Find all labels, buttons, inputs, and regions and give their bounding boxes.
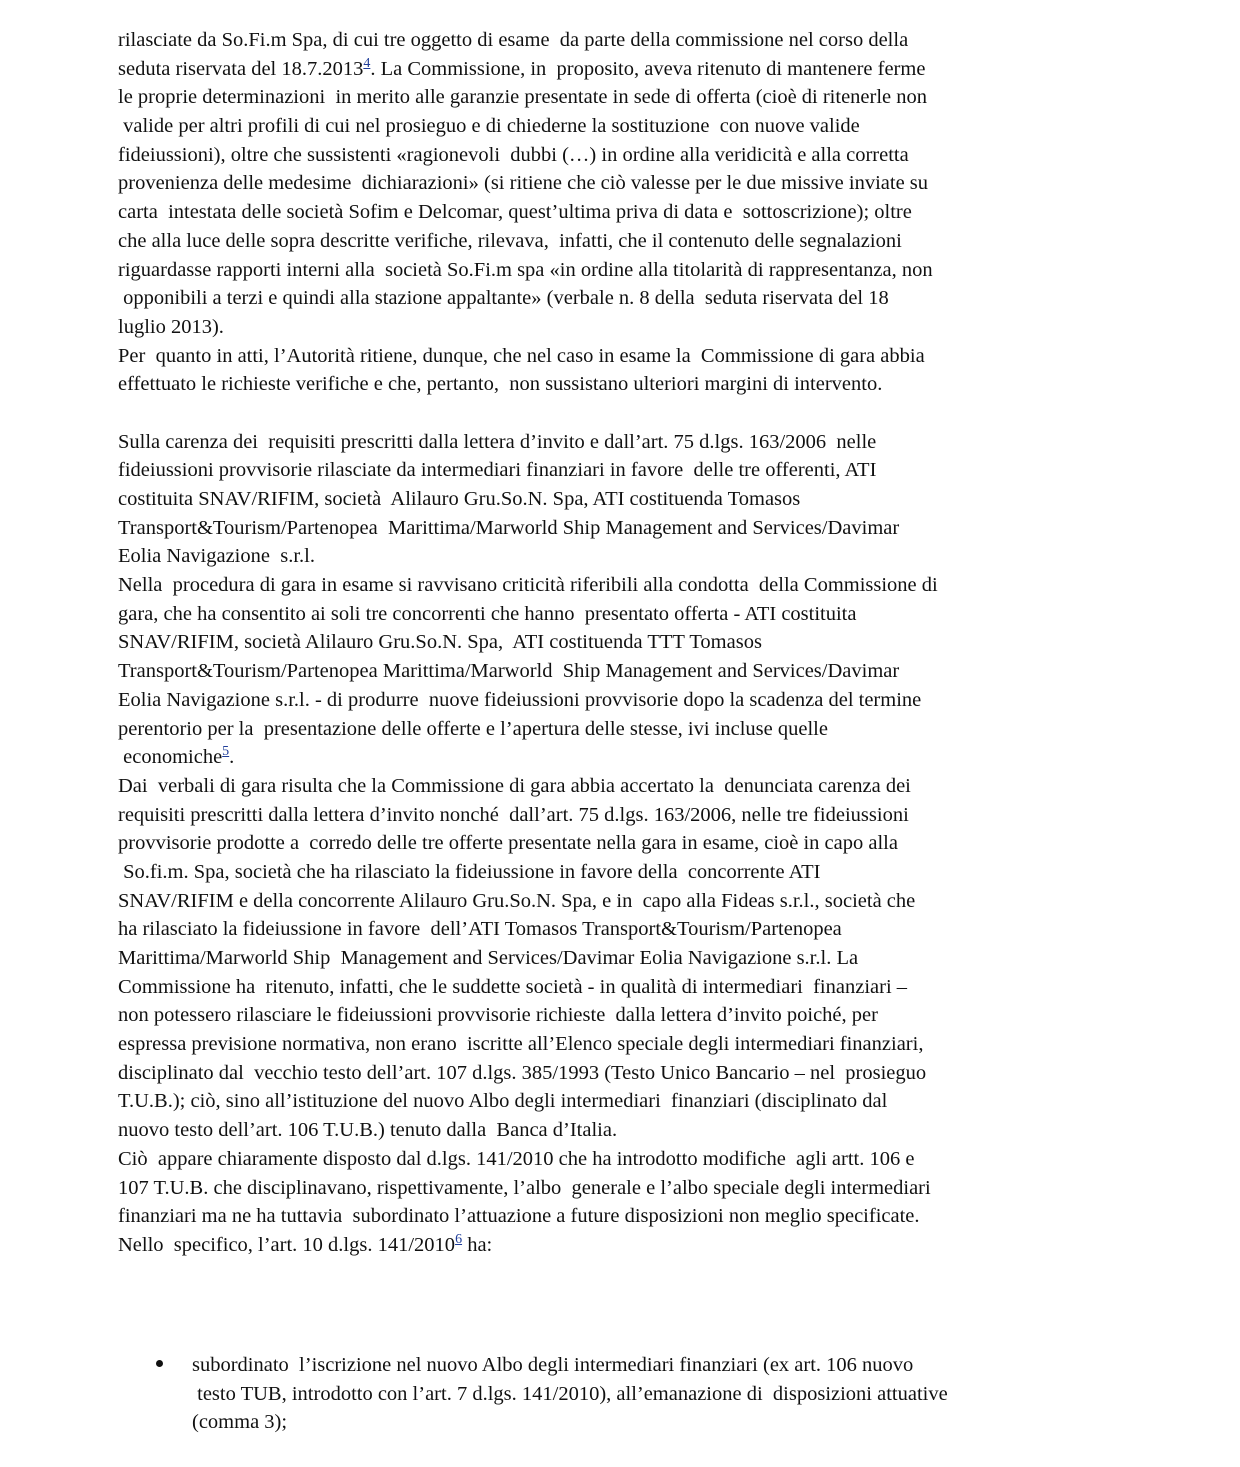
text-line: non potessero rilasciare le fideiussioni provvisorie richieste dalla lettera d’invito poiché, per: [118, 1004, 878, 1027]
text-line: Eolia Navigazione s.r.l.: [118, 545, 315, 568]
text-line: So.fi.m. Spa, società che ha rilasciato la fideiussione in favore della concorrente ATI: [118, 860, 821, 883]
text-line: opponibili a terzi e quindi alla stazione appaltante» (verbale n. 8 della seduta riservata del 18: [118, 287, 889, 310]
text-line: espressa previsione normativa, non erano iscritte all’Elenco speciale degli intermediari finanziari,: [118, 1033, 924, 1056]
text-line: Ciò appare chiaramente disposto dal d.lgs. 141/2010 che ha introdotto modifiche agli artt. 106 e: [118, 1147, 915, 1170]
text-segment: ha:: [462, 1233, 493, 1256]
text-line: luglio 2013).: [118, 315, 224, 338]
text-line: fideiussioni), oltre che sussistenti «ragionevoli dubbi (…) in ordine alla veridicità e alla corretta: [118, 143, 909, 166]
text-line: [118, 55, 1128, 84]
paragraph: [118, 26, 1128, 342]
bullet-icon: [156, 1360, 163, 1367]
document-body: [118, 26, 1128, 1260]
text-line: testo TUB, introdotto con l’art. 7 d.lgs. 141/2010), all’emanazione di disposizioni attuative: [192, 1382, 948, 1405]
text-line: (comma 3);: [192, 1411, 288, 1434]
text-segment: Nello specifico, l’art. 10 d.lgs. 141/2010: [118, 1233, 456, 1256]
text-line: Dai verbali di gara risulta che la Commissione di gara abbia accertato la denunciata carenza dei: [118, 774, 911, 797]
text-line: SNAV/RIFIM e della concorrente Alilauro Gru.So.N. Spa, e in capo alla Fideas s.r.l., società che: [118, 889, 916, 912]
text-line: le proprie determinazioni in merito alle garanzie presentate in sede di offerta (cioè di ritenerle non: [118, 86, 928, 109]
text-line: Transport&Tourism/Partenopea Marittima/Marworld Ship Management and Services/Davimar: [118, 516, 900, 539]
text-line: requisiti prescritti dalla lettera d’invito nonché dall’art. 75 d.lgs. 163/2006, nelle tre fideiussioni: [118, 803, 909, 826]
text-line: valide per altri profili di cui nel prosieguo e di chiederne la sostituzione con nuove valide: [118, 115, 860, 138]
bullet-list: [118, 1351, 1128, 1437]
paragraph: [118, 1145, 1128, 1260]
text-line: effettuato le richieste verifiche e che, pertanto, non sussistano ulteriori margini di intervento.: [118, 373, 883, 396]
text-segment: economiche: [118, 746, 223, 769]
text-line: fideiussioni provvisorie rilasciate da intermediari finanziari in favore delle tre offerenti, ATI: [118, 459, 877, 482]
paragraph: [118, 571, 1128, 772]
paragraph: [118, 772, 1128, 1145]
blank-line: [118, 399, 1128, 428]
text-line: gara, che ha consentito ai soli tre concorrenti che hanno presentato offerta - ATI costituita: [118, 602, 857, 625]
text-line: [118, 743, 1128, 772]
text-line: provenienza delle medesime dichiarazioni» (si ritiene che ciò valesse per le due missive inviate su: [118, 172, 929, 195]
text-line: SNAV/RIFIM, società Alilauro Gru.So.N. Spa, ATI costituenda TTT Tomasos: [118, 631, 762, 654]
text-line: Commissione ha ritenuto, infatti, che le suddette società - in qualità di intermediari finanziari –: [118, 975, 908, 998]
text-line: Eolia Navigazione s.r.l. - di produrre nuove fideiussioni provvisorie dopo la scadenza del termine: [118, 688, 922, 711]
footnote-link[interactable]: 6: [455, 1232, 463, 1248]
text-line: Per quanto in atti, l’Autorità ritiene, dunque, che nel caso in esame la Commissione di gara abbia: [118, 344, 925, 367]
text-line: provvisorie prodotte a corredo delle tre offerte presentate nella gara in esame, cioè in capo alla: [118, 832, 898, 855]
text-line: ha rilasciato la fideiussione in favore dell’ATI Tomasos Transport&Tourism/Partenopea: [118, 918, 842, 941]
text-line: finanziari ma ne ha tuttavia subordinato l’attuazione a future disposizioni non meglio specificate.: [118, 1205, 920, 1228]
text-line: Transport&Tourism/Partenopea Marittima/Marworld Ship Management and Services/Davimar: [118, 660, 900, 683]
text-line: subordinato l’iscrizione nel nuovo Albo degli intermediari finanziari (ex art. 106 nuovo: [192, 1354, 914, 1376]
text-segment: . La Commissione, in proposito, aveva ritenuto di mantenere ferme: [370, 57, 926, 80]
text-line: disciplinato dal vecchio testo dell’art. 107 d.lgs. 385/1993 (Testo Unico Bancario – nel prosieguo: [118, 1061, 927, 1084]
list-item: [118, 1351, 1128, 1437]
text-line: che alla luce delle sopra descritte verifiche, rilevava, infatti, che il contenuto delle segnalazioni: [118, 229, 902, 252]
text-segment: .: [229, 746, 235, 769]
text-line: riguardasse rapporti interni alla società So.Fi.m spa «in ordine alla titolarità di rappresentanza, non: [118, 258, 933, 281]
text-line: rilasciate da So.Fi.m Spa, di cui tre oggetto di esame da parte della commissione nel corso della: [118, 29, 909, 51]
text-segment: seduta riservata del 18.7.2013: [118, 57, 364, 80]
text-line: T.U.B.); ciò, sino all’istituzione del nuovo Albo degli intermediari finanziari (disciplinato dal: [118, 1090, 888, 1113]
paragraph: [118, 428, 1128, 571]
text-line: Marittima/Marworld Ship Management and Services/Davimar Eolia Navigazione s.r.l. La: [118, 947, 859, 969]
footnote-link[interactable]: 5: [222, 744, 230, 760]
text-line: 107 T.U.B. che disciplinavano, rispettivamente, l’albo generale e l’albo speciale degli intermediari: [118, 1176, 931, 1199]
text-line: [118, 1231, 1128, 1260]
text-line: Nella procedura di gara in esame si ravvisano criticità riferibili alla condotta della Commissione di: [118, 574, 938, 597]
text-line: costituita SNAV/RIFIM, società Alilauro Gru.So.N. Spa, ATI costituenda Tomasos: [118, 488, 801, 510]
paragraph: [118, 342, 1128, 399]
text-line: nuovo testo dell’art. 106 T.U.B.) tenuto dalla Banca d’Italia.: [118, 1119, 618, 1142]
footnote-link[interactable]: 4: [363, 55, 371, 71]
text-line: perentorio per la presentazione delle offerte e l’apertura delle stesse, ivi incluse quelle: [118, 717, 828, 740]
text-line: carta intestata delle società Sofim e Delcomar, quest’ultima priva di data e sottoscrizione); oltre: [118, 201, 912, 224]
text-line: Sulla carenza dei requisiti prescritti dalla lettera d’invito e dall’art. 75 d.lgs. 163/2006 nelle: [118, 430, 877, 453]
